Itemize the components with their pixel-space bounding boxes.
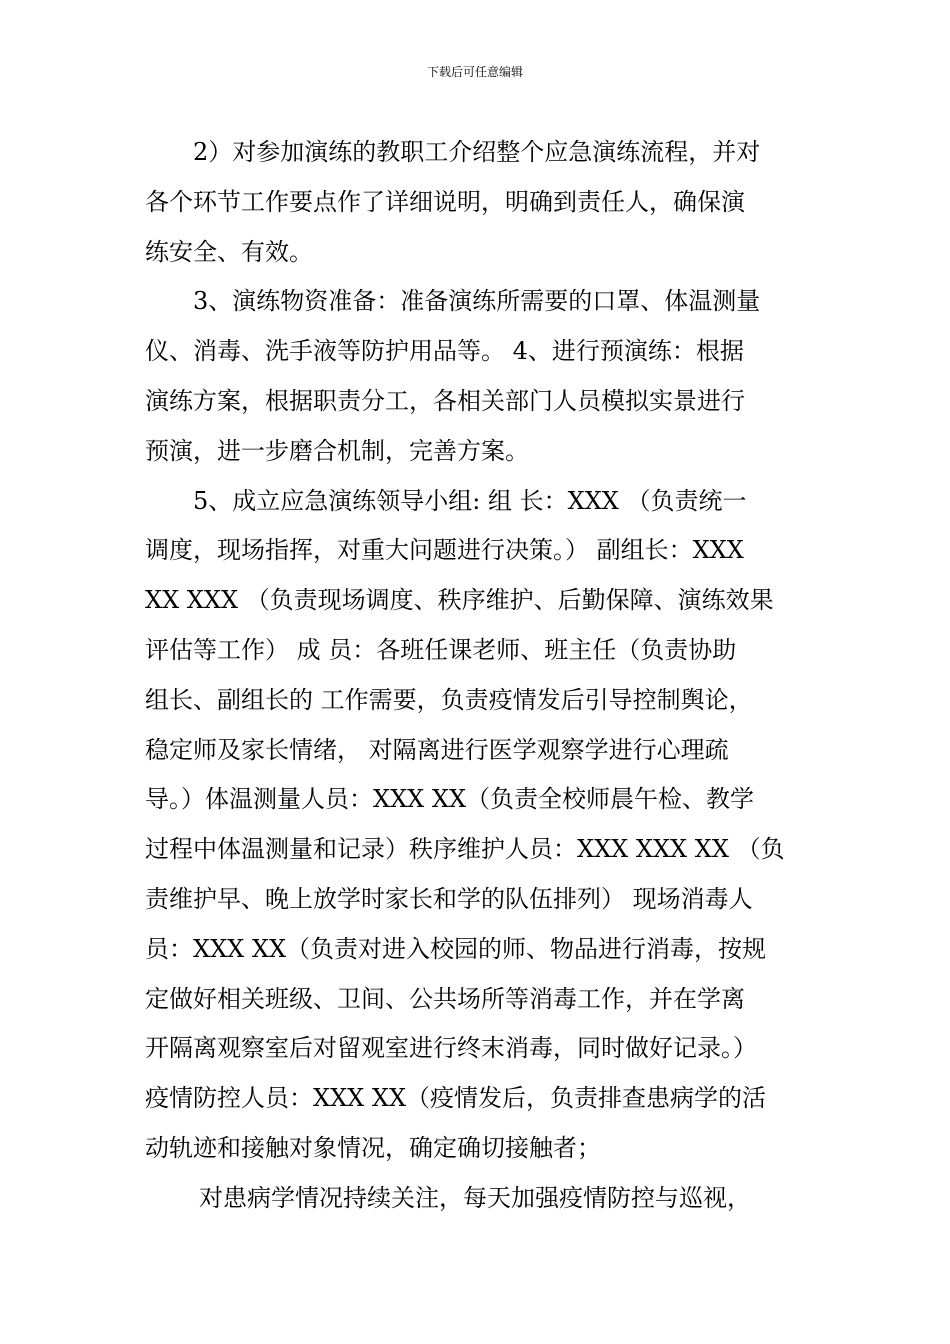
text-line: 调度，现场指挥，对重大问题进行决策。） 副组长：XXX xyxy=(145,536,744,565)
text-line: 2）对参加演练的教职工介绍整个应急演练流程，并对 xyxy=(193,138,761,166)
text-line: 责维护早、晚上放学时家长和学的队伍排列） 现场消毒人 xyxy=(145,884,753,913)
text-line: XX XXX （负责现场调度、秩序维护、后勤保障、演练效果 xyxy=(145,586,774,615)
text-line: 3、演练物资准备：准备演练所需要的口罩、体温测量 xyxy=(193,287,761,316)
text-line: 预演，进一步磨合机制，完善方案。 xyxy=(145,436,529,465)
text-line: 过程中体温测量和记录）秩序维护人员：XXX XXX XX （负 xyxy=(145,835,785,864)
text-line: 各个环节工作要点作了详细说明，明确到责任人，确保演 xyxy=(145,187,745,216)
text-line: 对患病学情况持续关注，每天加强疫情防控与巡视， xyxy=(199,1183,751,1212)
text-line: 练安全、有效。 xyxy=(145,237,313,266)
text-line: 稳定师及家长情绪， 对隔离进行医学观察学进行心理疏 xyxy=(145,735,729,764)
text-line: 定做好相关班级、卫间、公共场所等消毒工作，并在学离 xyxy=(145,984,745,1013)
document-body xyxy=(145,128,805,1224)
text-line: 演练方案，根据职责分工，各相关部门人员模拟实景进行 xyxy=(145,386,745,415)
text-line: 组长、副组长的 工作需要，负责疫情发后引导控制舆论， xyxy=(145,685,753,714)
page-header-note: 下载后可任意编辑 xyxy=(426,65,523,79)
text-line: 评估等工作） 成 员：各班任课老师、班主任（负责协助 xyxy=(145,635,737,664)
text-line: 开隔离观察室后对留观室进行终末消毒，同时做好记录。） xyxy=(145,1034,757,1063)
text-line: 5、成立应急演练领导小组: 组 长：XXX （负责统一 xyxy=(193,486,747,515)
text-line: 仪、消毒、洗手液等防护用品等。 4、进行预演练：根据 xyxy=(145,337,744,366)
text-line: 员：XXX XX（负责对进入校园的师、物品进行消毒，按规 xyxy=(145,934,767,963)
text-line: 疫情防控人员：XXX XX（疫情发后，负责排查患病学的活 xyxy=(145,1084,767,1113)
text-line: 动轨迹和接触对象情况，确定确切接触者； xyxy=(145,1133,601,1162)
text-line: 导。）体温测量人员：XXX XX（负责全校师晨午检、教学 xyxy=(145,785,755,814)
